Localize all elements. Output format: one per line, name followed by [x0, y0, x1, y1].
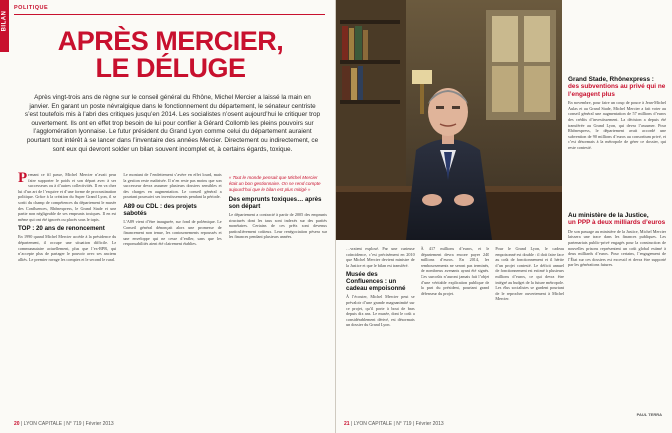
page-footer: 21 | LYON CAPITALE | N° 719 | Février 2013	[344, 421, 444, 427]
right-page	[336, 0, 672, 433]
portrait-illustration	[336, 0, 562, 240]
body-text: L’A89 vient d’être inaugurée, sur fond de polémique. Le Conseil général dénonçait alors une promesse de financement non tenue, les contournements repoussés et une enveloppe qui ne cesse d’enfler, sans que les responsabilités aient été clairement établies.	[123, 218, 222, 247]
body-text: À l’écouter, Michel Mercier peut se prévaloir d’une grande magnanimité sur ce projet, qu’il porte à bout de bras depuis dix ans. Le musée, dont le coût a considérablement dérivé, est désormais un dossier du Grand Lyon.	[346, 294, 415, 328]
issue-number: N° 719	[66, 421, 82, 427]
issue-date: Février 2013	[415, 421, 444, 427]
sidebar-heading-line-2: des subventions au privé qui ne l’engagent plus	[568, 83, 666, 98]
portrait-photo	[336, 0, 562, 240]
headline-line-2: LE DÉLUGE	[95, 53, 246, 83]
article-columns-right	[346, 246, 564, 414]
article-column-2	[123, 172, 221, 408]
section-tab	[0, 0, 9, 52]
magazine-name: LYON CAPITALE	[23, 421, 63, 427]
magazine-name: LYON CAPITALE	[353, 421, 393, 427]
sidebar-heading	[568, 76, 666, 98]
headline-line-1: APRÈS MERCIER,	[57, 26, 284, 56]
body-text: En 1990 quand Michel Mercier accède à la présidence du département, il occupe une situation difficile. Le communautaire actuellement, plus que l’ex-RPR, qui n’accepte plus de partager le pouvoir avec ses anciens alliés. Le premier ravage les comptes et le second le rural.	[18, 234, 117, 262]
pull-quote: « Tout le monde pensait que Michel Mercier était un bon gestionnaire. On se rend compte aujourd’hui que le bilan est plus mitigé »	[228, 175, 321, 192]
sidebar-heading	[568, 212, 666, 227]
sidebar-section-1	[568, 76, 666, 151]
article-column-3	[229, 172, 327, 408]
subheading: TOP : 20 ans de renoncement	[18, 225, 105, 233]
body-text: Le montant de l’endettement s’avère en effet lourd, mais la gestion reste maîtrisée. Il n’en reste pas moins que son successeur devra assumer plusieurs dossiers sensibles et des charges en augmentation. Le conseil général a pourtant poursuivi ses investissements pendant la période.	[123, 172, 222, 200]
issue-date: Février 2013	[85, 421, 114, 427]
headline	[14, 28, 327, 82]
sidebar-section-2	[568, 212, 666, 268]
article-column-1	[18, 172, 116, 408]
body-text: Pour le Grand Lyon, le cadeau empoisonné est double : il doit faire face au coût de fonctionnement et il hérite d’un projet contesté. Le déficit annuel de fonctionnement est estimé à plusieurs millions d’euros, ce qui devra être intégré au budget de la future métropole. Les élus socialistes se gardent pourtant de le reprocher ouvertement à Michel Mercier.	[495, 246, 565, 302]
section-tab-label: BILAN	[1, 10, 8, 32]
article-column-6	[495, 246, 564, 414]
body-text: Prenant ce fil passe, Michel Mercier n’avait peur faire supporter le poids et son départ avec à ses successeurs ou à d’autres collectivités. Il en va chez lui d’un art de l’esquive et d’une forme de procrastination politique. Grâce à la création du Super Grand Lyon, il se sortit du champ de compétences du département le musée des Confluences, Rhônexpress, le Grand Stade et une partie non négligeable de ses emprunts toxiques. Il en est même qui ont été ignorés ou placés sous le tapis.	[18, 172, 117, 222]
sidebar-heading-line-2: un PPP à deux milliards d’euros	[568, 219, 666, 227]
issue-number: N° 719	[396, 421, 412, 427]
photo-credit: PAUL TERRA	[636, 412, 662, 417]
article-columns	[18, 172, 327, 408]
subheading: Des emprunts toxiques… après son départ	[228, 196, 322, 210]
lead-paragraph: Après vingt-trois ans de règne sur le conseil général du Rhône, Michel Mercier a laissé la main en janvier. En garant un poste névralgique dans le fonctionnement du département, le sénateur centriste s’est toutefois mis à l’abri des critiques jusqu’en 2014. Les socialistes n’osent aujourd’hui le critiquer trop ouvertement. Ils ont en effet trop besoin de lui pour confier à Gérard Collomb les pleins pouvoirs sur l’agglomération lyonnaise. Le futur président du Grand Lyon comme celui du département auraient pourtant tout intérêt à se lancer dans l’inventaire des années Mercier. Directement ou indirectement, ce sont eux qui devront solder un bilan souvent incomplet et, à certains égards, toxique.	[24, 94, 321, 153]
article-column-4	[346, 246, 415, 414]
body-text: À 417 millions d’euros, et le département devra encore payer 240 millions d’euros. En 2014, les remboursements ne seront pas terminés, de nombreux avenants ayant été signés. Ces surcoûts n’auront jamais fait l’objet d’une véritable explication publique de la part du président, pourtant grand défenseur du projet.	[420, 246, 490, 296]
body-text: De son passage au ministère de la Justice, Michel Mercier laissera une trace dans les finances publiques. Les partenariats public-privé engagés pour la construction de nouvelles prisons représentent un coût global estimé à deux milliards d’euros. Pour certains, l’engagement de l’État sur ces dossiers est excessif et devra être supporté par les générations futures.	[568, 228, 666, 268]
page-footer: 20 | LYON CAPITALE | N° 719 | Février 2013	[14, 421, 114, 427]
subheading: Musée des Confluences : un cadeau empoisonné	[346, 271, 406, 293]
body-text: Le département a contracté à partir de 2005 des emprunts structurés dont les taux sont indexés sur des parités monétaires. Certains de ces prêts sont devenus particulièrement coûteux. Leur renégociation pèsera sur les finances pendant plusieurs années.	[228, 212, 327, 240]
body-text: …vraient explosé. Par une curieuse coïncidence, c’est précisément en 2010 que Michel Mercier devient ministre de la Justice et que le bilan est transféré.	[346, 246, 415, 268]
sidebar-heading-line-1: Au ministère de la Justice,	[568, 212, 649, 219]
section-label: POLITIQUE	[14, 5, 49, 11]
top-rule	[14, 14, 325, 15]
page-number: 20	[14, 421, 20, 427]
page-number: 21	[344, 421, 350, 427]
body-text: En novembre, pour faire un coup de pouce à Jean-Michel Aulas et au Grand Stade, Michel Mercier a fait voter au conseil général une augmentation de 57 millions d’euros des crédits d’investissement. La décision a depuis été transférée au Grand Lyon, qui devra l’assumer. Pour Rhônexpress, le département avait accordé une subvention de 90 millions d’euros au consortium privé, et c’est désormais à la métropole de gérer ce dossier, qui reste contesté.	[568, 100, 666, 150]
article-column-5	[421, 246, 490, 414]
subheading: A89 ou CDL : des projets sabotés	[123, 202, 197, 217]
sidebar-heading-line-1: Grand Stade, Rhônexpress :	[568, 76, 654, 83]
